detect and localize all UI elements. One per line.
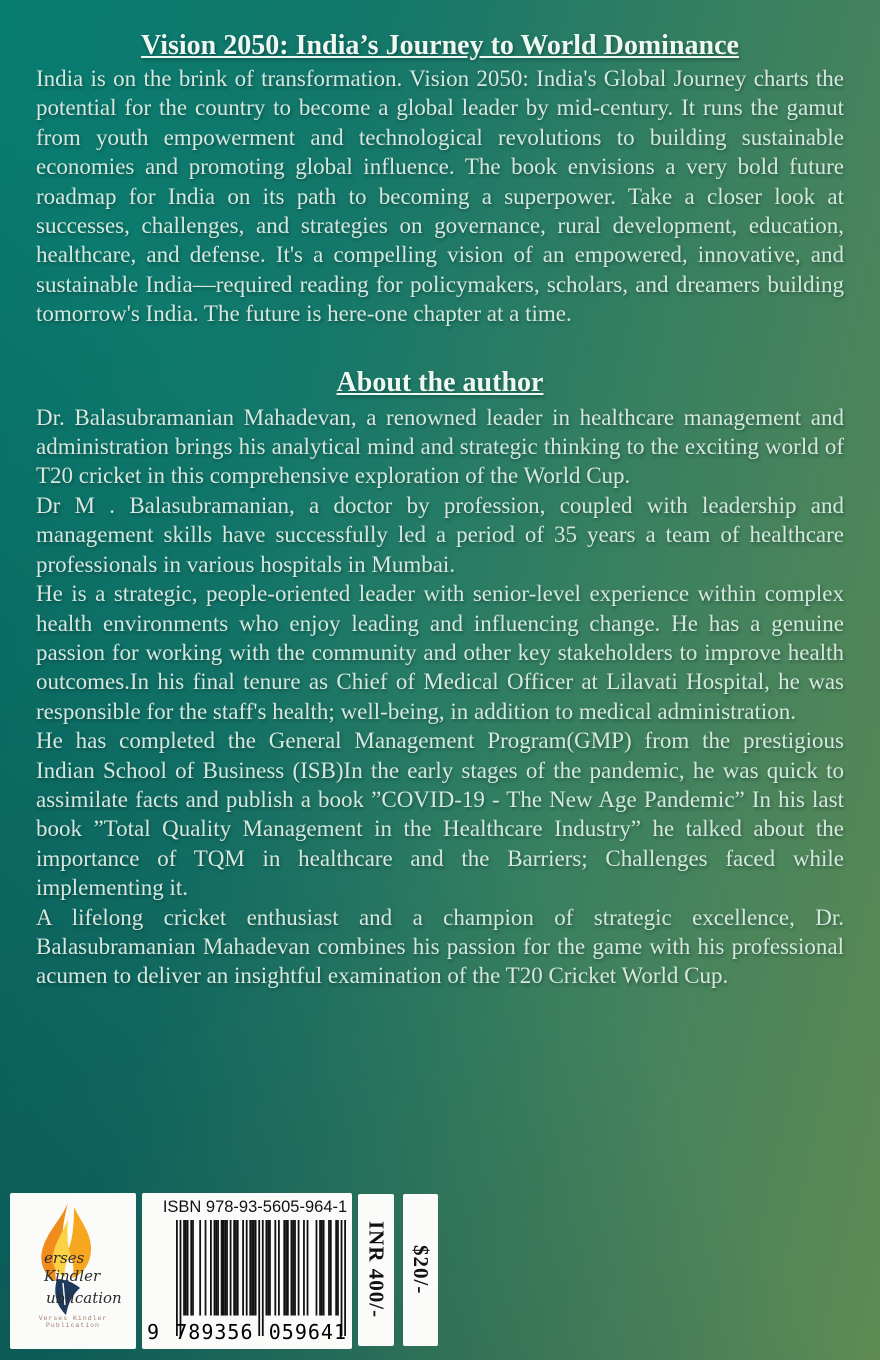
publisher-script-line1: erses Kindler bbox=[44, 1249, 101, 1285]
isbn-barcode-panel bbox=[142, 1193, 352, 1349]
isbn-digits bbox=[147, 1320, 347, 1344]
book-synopsis-title: Vision 2050: India’s Journey to World Dominance bbox=[141, 30, 739, 61]
price-usd-label: $20/- bbox=[409, 1245, 433, 1295]
price-strip-inr bbox=[358, 1194, 394, 1346]
about-author-section bbox=[36, 403, 844, 991]
publisher-script-line2: ublication bbox=[46, 1289, 122, 1307]
publisher-logo bbox=[10, 1193, 136, 1349]
about-author-paragraph: A lifelong cricket enthusiast and a champion of strategic excellence, Dr. Balasubramanian Mahadevan combines his passion for the game with his professional acumen to deliver an insightful examination of the T20 Cricket World Cup. bbox=[36, 904, 844, 989]
about-author-paragraph: Dr M . Balasubramanian, a doctor by profession, coupled with leadership and management skills have successfully led a period of 35 years a team of healthcare professionals in various hospitals in Mumbai. bbox=[36, 492, 844, 577]
about-author-paragraph: He is a strategic, people-oriented leader with senior-level experience within complex health environments who enjoy leading and influencing change. He has a genuine passion for working with the community and other key stakeholders to improve health outcomes.In his final tenure as Chief of Medical Officer at Lilavati Hospital, he was responsible for the staff's health; well-being, in addition to medical administration. bbox=[36, 581, 844, 724]
publisher-logo-panel bbox=[10, 1193, 136, 1349]
ean13-barcode bbox=[176, 1220, 346, 1336]
isbn-digit-group: 789356 bbox=[175, 1320, 254, 1344]
about-author-paragraph: He has completed the General Management Program(GMP) from the prestigious Indian School of Business (ISB)In the early stages of the pandemic, he was quick to assimilate facts and publish a book ”COVID-19 - The New Age Pandemic” In his last book ”Total Quality Management in the Healthcare Industry” he talked about the importance of TQM in healthcare and the Barriers; Challenges faced while implementing it. bbox=[36, 728, 844, 901]
price-strip-usd bbox=[403, 1194, 438, 1346]
isbn-digit-group: 059641 bbox=[268, 1320, 347, 1344]
back-cover-text bbox=[36, 30, 844, 991]
price-inr-label: INR 400/- bbox=[364, 1221, 389, 1319]
book-synopsis-text: India is on the brink of transformation. Vision 2050: India's Global Journey charts the potential for the country to become a global leader by mid-century. It runs the gamut from youth empowerment and technological revolutions to building sustainable economies and promoting global influence. The book envisions a very bold future roadmap for India on its path to becoming a superpower. Take a closer look at successes, challenges, and strategies on governance, rural development, education, healthcare, and defense. It's a compelling vision of an empowered, innovative, and sustainable India—required reading for policymakers, scholars, and dreamers building tomorrow's India. The future is here-one chapter at a time. bbox=[36, 66, 844, 327]
isbn-label: ISBN 978-93-5605-964-1 bbox=[162, 1198, 348, 1216]
about-author-paragraph: Dr. Balasubramanian Mahadevan, a renowned leader in healthcare management and administration brings his analytical mind and strategic thinking to the exciting world of T20 cricket in this comprehensive exploration of the World Cup. bbox=[36, 404, 844, 489]
publisher-caption: Verses Kindler Publication bbox=[38, 1315, 108, 1329]
isbn-digit-group: 9 bbox=[147, 1320, 161, 1344]
about-author-heading: About the author bbox=[336, 366, 544, 398]
